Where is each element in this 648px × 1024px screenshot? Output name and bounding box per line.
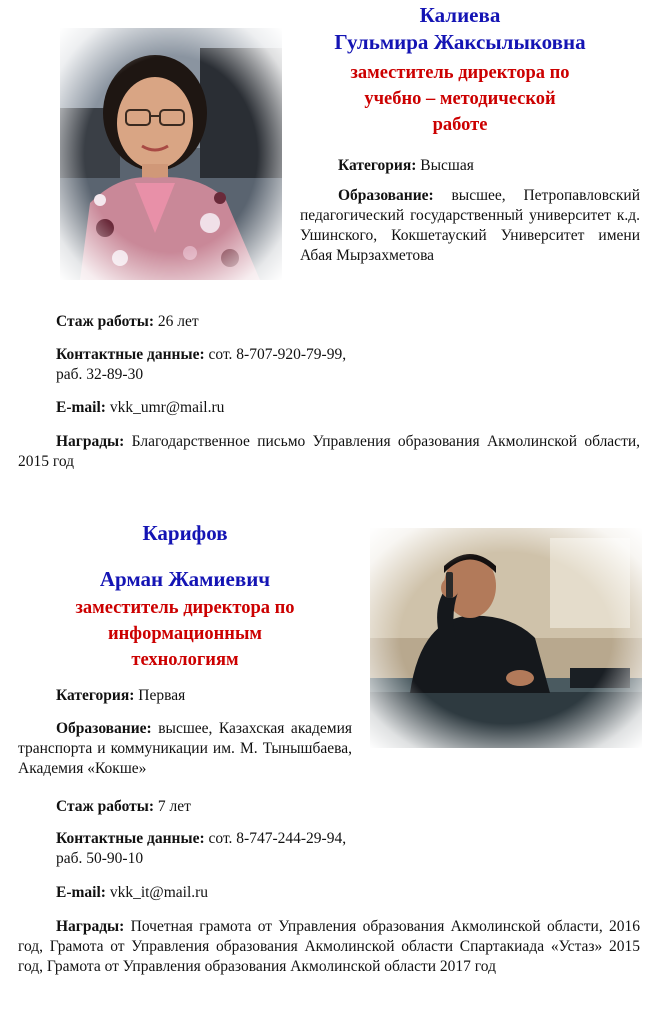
person2-category bbox=[56, 686, 185, 706]
person2-contacts-mobile: сот. 8-747-244-29-94, bbox=[208, 830, 347, 847]
person1-awards bbox=[18, 432, 640, 472]
person1-surname: Калиева bbox=[419, 3, 501, 27]
person1-category bbox=[338, 156, 474, 176]
person2-position-line1: заместитель директора по bbox=[75, 598, 295, 618]
person2-experience-label: Стаж работы: bbox=[56, 798, 154, 815]
person1-awards-value: Благодарственное письмо Управления образования Акмолинской области, 2015 год bbox=[18, 433, 641, 470]
person1-education bbox=[300, 186, 640, 266]
person1-education-label: Образование: bbox=[338, 187, 434, 204]
person1-email-label: E-mail: bbox=[56, 399, 106, 416]
person1-photo bbox=[60, 28, 282, 280]
person2-category-value: Первая bbox=[138, 687, 186, 704]
person1-given-name: Гульмира Жаксылыковна bbox=[334, 30, 586, 54]
person2-contacts-label: Контактные данные: bbox=[56, 830, 205, 847]
person1-experience-label: Стаж работы: bbox=[56, 313, 154, 330]
person2-surname: Карифов bbox=[142, 521, 228, 545]
person1-contacts-mobile: сот. 8-707-920-79-99, bbox=[208, 346, 347, 363]
person2-email bbox=[56, 883, 208, 903]
person2-awards bbox=[18, 917, 640, 977]
person2-awards-label: Награды: bbox=[56, 918, 125, 935]
person1-email-value[interactable]: vkk_umr@mail.ru bbox=[109, 399, 225, 416]
person2-contacts-work: раб. 50-90-10 bbox=[56, 850, 144, 867]
person1-position-line1: заместитель директора по bbox=[350, 63, 570, 83]
person1-position-line2: учебно – методической bbox=[364, 89, 556, 109]
person2-education-value: высшее, Казахская академия транспорта и коммуникации им. М. Тынышбаева, Академия «Кокше» bbox=[18, 720, 352, 777]
person2-awards-value: Почетная грамота от Управления образования Акмолинской области, 2016 год, Грамота от Управления образования Акмолинской области Спартакиада «Устаз» 2015 год, Грамота от Управления образования Акмолинской области 2017 год bbox=[18, 918, 640, 975]
person2-education-label: Образование: bbox=[56, 720, 152, 737]
person2-email-label: E-mail: bbox=[56, 884, 106, 901]
person2-position-line3: технологиям bbox=[131, 650, 239, 670]
person1-contacts bbox=[56, 345, 476, 385]
person1-education-value: высшее, Петропавловский педагогический государственный университет к.д. Ушинского, Кокшетауский Университет имени Абая Мырзахметова bbox=[300, 187, 640, 264]
person1-awards-label: Награды: bbox=[56, 433, 125, 450]
person2-email-value[interactable]: vkk_it@mail.ru bbox=[109, 884, 209, 901]
person2-education bbox=[18, 719, 352, 779]
person2-photo bbox=[370, 528, 642, 748]
person1-experience bbox=[56, 312, 199, 332]
person1-contacts-label: Контактные данные: bbox=[56, 346, 205, 363]
person1-category-label: Категория: bbox=[338, 157, 417, 174]
person2-experience bbox=[56, 797, 191, 817]
person1-experience-value: 26 лет bbox=[157, 313, 199, 330]
person2-position-line2: информационным bbox=[107, 624, 263, 644]
person2-contacts bbox=[56, 829, 476, 869]
person1-email bbox=[56, 398, 224, 418]
person1-contacts-work: раб. 32-89-30 bbox=[56, 366, 144, 383]
person2-experience-value: 7 лет bbox=[157, 798, 191, 815]
person1-category-value: Высшая bbox=[420, 157, 474, 174]
person1-position-line3: работе bbox=[432, 115, 488, 135]
person2-given-name: Арман Жамиевич bbox=[99, 567, 271, 591]
person2-category-label: Категория: bbox=[56, 687, 135, 704]
